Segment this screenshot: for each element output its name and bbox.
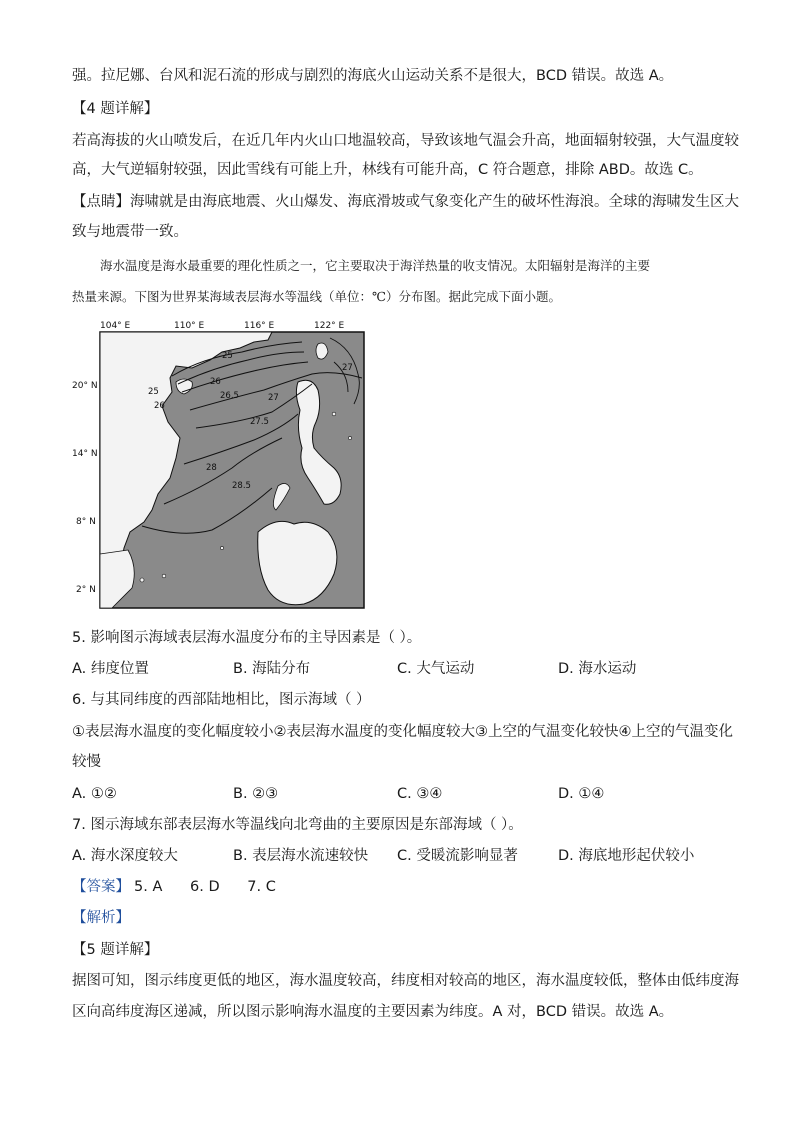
q5-option-d: D. 海水运动 (558, 661, 637, 677)
q6-option-c: C. ③④ (397, 786, 443, 802)
text-line: 强。拉尼娜、台风和泥石流的形成与剧烈的海底火山运动关系不是很大，BCD 错误。故选 A。 (72, 68, 674, 84)
text-line: 据图可知，图示纬度更低的地区，海水温度较高，纬度相对较高的地区，海水温度较低，整体由低纬度海 (72, 973, 739, 989)
q5-option-c: C. 大气运动 (397, 661, 475, 677)
latitude-label: 2° N (76, 585, 96, 595)
longitude-label: 116° E (244, 321, 275, 331)
question-7: 7. 图示海域东部表层海水等温线向北弯曲的主要原因是东部海域（ ）。 (72, 817, 523, 833)
latitude-label: 8° N (76, 517, 96, 527)
question-6: 6. 与其同纬度的西部陆地相比，图示海域（ ） (72, 692, 371, 708)
intro-line: 热量来源。下图为世界某海域表层海水等温线（单位：℃）分布图。据此完成下面小题。 (72, 289, 561, 304)
contour-label: 26 (154, 401, 165, 411)
q6-statements: ①表层海水温度的变化幅度较小②表层海水温度的变化幅度较大③上空的气温变化较快④上空的气温变化 (72, 724, 733, 740)
q7-option-c: C. 受暖流影响显著 (397, 848, 518, 864)
analysis-label: 【解析】 (72, 910, 130, 926)
question-5: 5. 影响图示海域表层海水温度分布的主导因素是（ ）。 (72, 630, 422, 646)
longitude-label: 122° E (314, 321, 345, 331)
longitude-label: 104° E (100, 321, 131, 331)
contour-label: 27 (268, 393, 279, 403)
q6-option-a: A. ①② (72, 786, 117, 802)
answer-label: 【答案】 (72, 879, 130, 895)
q6-statements: 较慢 (72, 754, 101, 770)
contour-label: 27 (342, 363, 353, 373)
small-island (332, 412, 336, 416)
q6-option-b: B. ②③ (233, 786, 279, 802)
section-heading: 【5 题详解】 (72, 942, 159, 958)
isotherm-map (72, 318, 372, 613)
text-line: 区向高纬度海区递减，所以图示影响海水温度的主要因素为纬度。A 对，BCD 错误。故选 A。 (72, 1004, 674, 1020)
small-island (348, 436, 351, 439)
small-island (140, 578, 144, 582)
longitude-label: 110° E (174, 321, 205, 331)
intro-line: 海水温度是海水最重要的理化性质之一，它主要取决于海洋热量的收支情况。太阳辐射是海洋的主要 (100, 258, 651, 273)
small-island (162, 574, 166, 578)
contour-label: 28.5 (232, 481, 251, 491)
text-line: 致与地震带一致。 (72, 224, 188, 240)
q5-option-a: A. 纬度位置 (72, 661, 149, 677)
isotherm-map-svg (72, 318, 372, 613)
contour-label: 26 (210, 377, 221, 387)
q7-option-b: B. 表层海水流速较快 (233, 848, 369, 864)
q6-option-d: D. ①④ (558, 786, 605, 802)
text-line: 高，大气逆辐射较强，因此雪线有可能上升，林线有可能升高，C 符合题意，排除 ABD。故选 C。 (72, 162, 703, 178)
contour-label: 25 (222, 351, 233, 361)
latitude-label: 20° N (72, 381, 98, 391)
contour-label: 27.5 (250, 417, 269, 427)
q5-option-b: B. 海陆分布 (233, 661, 311, 677)
text-line: 若高海拔的火山喷发后，在近几年内火山口地温较高，导致该地气温会升高，地面辐射较强，大气温度较 (72, 133, 739, 149)
section-heading: 【4 题详解】 (72, 101, 159, 117)
q7-option-d: D. 海底地形起伏较小 (558, 848, 695, 864)
text-line: 【点睛】海啸就是由海底地震、火山爆发、海底滑坡或气象变化产生的破坏性海浪。全球的海啸发生区大 (72, 194, 739, 210)
contour-label: 28 (206, 463, 217, 473)
contour-label: 25 (148, 387, 159, 397)
contour-label: 26.5 (220, 391, 239, 401)
small-island (220, 546, 223, 549)
answer-values: 5. A 6. D 7. C (134, 879, 276, 895)
latitude-label: 14° N (72, 449, 98, 459)
q7-option-a: A. 海水深度较大 (72, 848, 178, 864)
